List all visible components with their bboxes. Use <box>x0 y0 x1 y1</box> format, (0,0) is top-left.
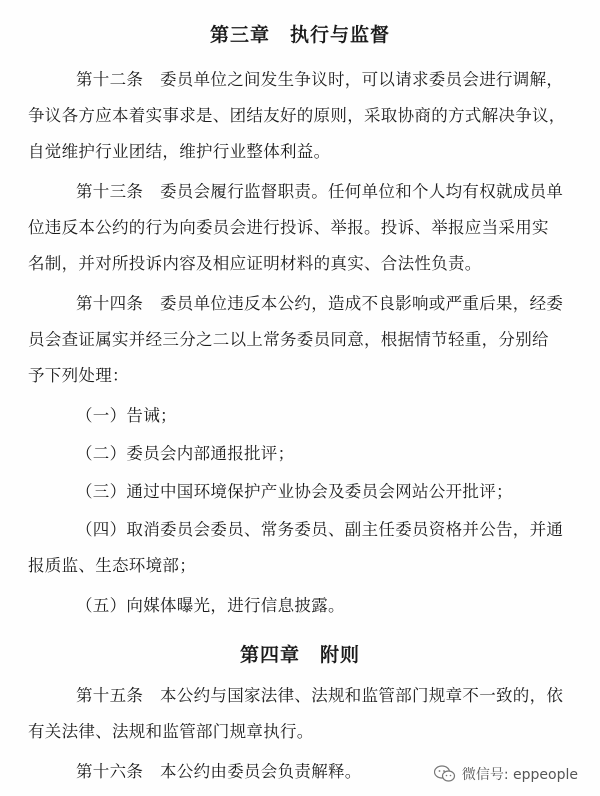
article-12-line-2: 争议各方应本着实事求是、团结友好的原则，采取协商的方式解决争议， <box>28 106 566 125</box>
article-13-line-1: 第十三条 委员会履行监督职责。任何单位和个人均有权就成员单 <box>76 182 564 201</box>
article-15-line-1: 第十五条 本公约与国家法律、法规和监管部门规章不一致的，依 <box>76 686 564 705</box>
list-item: （二）委员会内部通报批评； <box>76 444 295 463</box>
article-14-line-2: 员会查证属实并经三分之二以上常务委员同意，根据情节轻重，分别给 <box>28 330 549 349</box>
list-item: （三）通过中国环境保护产业协会及委员会网站公开批评； <box>76 482 513 501</box>
wechat-icon <box>434 765 456 783</box>
article-14-line-3: 予下列处理： <box>28 366 129 385</box>
list-item: （一）告诫； <box>76 406 177 425</box>
wechat-watermark <box>434 764 578 784</box>
chapter-4-title: 第四章 附则 <box>239 644 360 666</box>
article-15-line-2: 有关法律、法规和监管部门规章执行。 <box>28 722 314 741</box>
article-14-line-1: 第十四条 委员单位违反本公约，造成不良影响或严重后果，经委 <box>76 294 564 313</box>
list-item: （五）向媒体曝光，进行信息披露。 <box>76 596 345 615</box>
chapter-3-title: 第三章 执行与监督 <box>209 24 390 46</box>
article-16-line-1: 第十六条 本公约由委员会负责解释。 <box>76 762 362 781</box>
watermark-text: 微信号: eppeople <box>461 767 578 783</box>
list-item-continuation: 报质监、生态环境部； <box>28 556 196 575</box>
article-13-line-3: 名制，并对所投诉内容及相应证明材料的真实、合法性负责。 <box>28 254 482 273</box>
article-12-line-1: 第十二条 委员单位之间发生争议时，可以请求委员会进行调解， <box>76 70 564 89</box>
article-13-line-2: 位违反本公约的行为向委员会进行投诉、举报。投诉、举报应当采用实 <box>28 218 549 237</box>
list-item: （四）取消委员会委员、常务委员、副主任委员资格并公告，并通 <box>76 520 564 539</box>
article-12-line-3: 自觉维护行业团结，维护行业整体利益。 <box>28 142 331 161</box>
